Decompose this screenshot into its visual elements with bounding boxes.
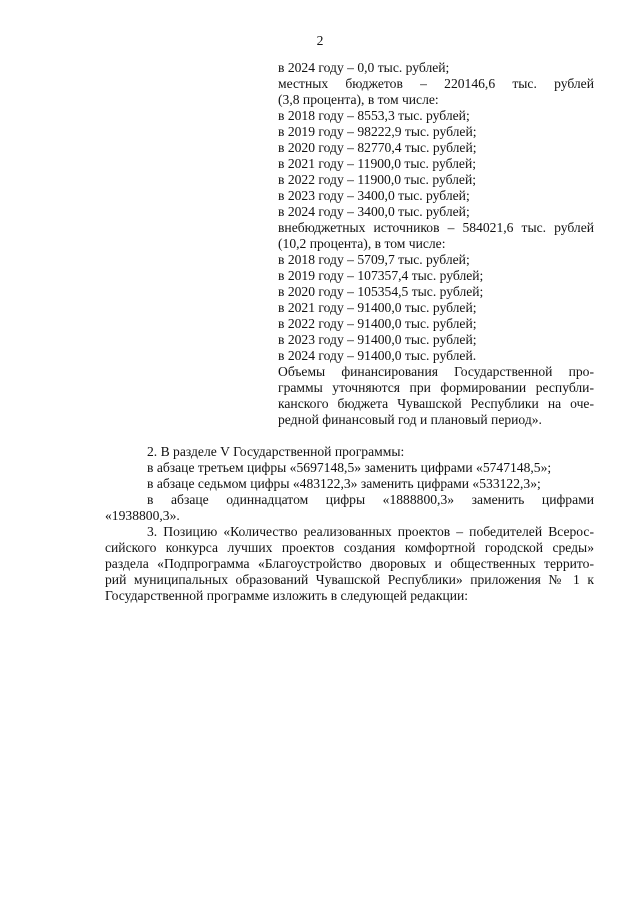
funding-line: в 2019 году – 107357,4 тыс. рублей; (278, 268, 484, 283)
amendment-line: 2. В разделе V Государственной программы: (147, 444, 405, 459)
funding-line: (3,8 процента), в том числе: (278, 92, 439, 107)
funding-line: в 2020 году – 82770,4 тыс. рублей; (278, 140, 477, 155)
funding-line: Объемы финансирования Государственной про- (278, 364, 594, 379)
funding-line: местных бюджетов – 220146,6 тыс. рублей (278, 76, 594, 91)
amendment-line: в абзаце третьем цифры «5697148,5» заменить цифрами «5747148,5»; (147, 460, 552, 475)
funding-line: граммы уточняются при формировании республи- (278, 380, 594, 395)
funding-line: в 2021 году – 91400,0 тыс. рублей; (278, 300, 477, 315)
funding-block (278, 60, 594, 428)
funding-line: в 2024 году – 0,0 тыс. рублей; (278, 60, 450, 75)
amendment-line: раздела «Подпрограмма «Благоустройство дворовых и общественных террито- (105, 556, 594, 571)
funding-line: в 2024 году – 3400,0 тыс. рублей; (278, 204, 470, 219)
funding-line: канского бюджета Чувашской Республики на оче- (278, 396, 594, 411)
amendment-line: рий муниципальных образований Чувашской Республики» приложения № 1 к (105, 572, 594, 587)
funding-line: в 2018 году – 8553,3 тыс. рублей; (278, 108, 470, 123)
funding-line: в 2022 году – 11900,0 тыс. рублей; (278, 172, 477, 187)
amendments-text (105, 444, 594, 604)
funding-line: в 2021 году – 11900,0 тыс. рублей; (278, 156, 477, 171)
amendment-line: в абзаце одиннадцатом цифры «1888800,3» заменить цифрами (147, 492, 594, 507)
funding-line: в 2018 году – 5709,7 тыс. рублей; (278, 252, 470, 267)
funding-line: в 2019 году – 98222,9 тыс. рублей; (278, 124, 477, 139)
funding-line: в 2023 году – 91400,0 тыс. рублей; (278, 332, 477, 347)
funding-line: (10,2 процента), в том числе: (278, 236, 446, 251)
funding-line: в 2023 году – 3400,0 тыс. рублей; (278, 188, 470, 203)
funding-line: внебюджетных источников – 584021,6 тыс. рублей (278, 220, 594, 235)
funding-line: в 2022 году – 91400,0 тыс. рублей; (278, 316, 477, 331)
amendment-line: сийского конкурса лучших проектов создания комфортной городской среды» (105, 540, 594, 555)
funding-line: в 2024 году – 91400,0 тыс. рублей. (278, 348, 477, 363)
amendment-line: «1938800,3». (105, 508, 180, 523)
funding-line: в 2020 году – 105354,5 тыс. рублей; (278, 284, 484, 299)
funding-line: редной финансовый год и плановый период». (278, 412, 542, 427)
amendment-line: Государственной программе изложить в следующей редакции: (105, 588, 469, 603)
page-number: 2 (316, 33, 324, 48)
amendment-line: в абзаце седьмом цифры «483122,3» заменить цифрами «533122,3»; (147, 476, 541, 491)
amendment-line: 3. Позицию «Количество реализованных проектов – победителей Всерос- (147, 524, 594, 539)
